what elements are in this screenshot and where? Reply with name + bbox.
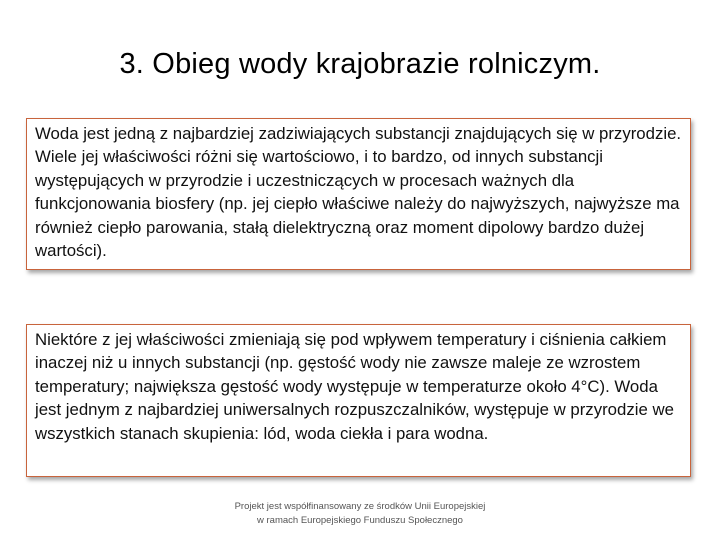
paragraph-text: Niektóre z jej właściwości zmieniają się pod wpływem temperatury i ciśnienia całkiem inaczej niż u innych substancji (np. gęstość wody nie zawsze maleje ze wzrostem temperatury; największa gęstość wody występuje w temperaturze około 4°C). Woda jest jednym z najbardziej uniwersalnych rozpuszczalników, występuje w przyrodzie we wszystkich stanach skupienia: lód, woda ciekła i para wodna.	[35, 330, 674, 443]
funding-footer	[0, 500, 720, 528]
paragraph-text: Woda jest jedną z najbardziej zadziwiających substancji znajdujących się w przyrodzie. Wiele jej właściwości różni się wartościowo, i to bardzo, od innych substancji występujących w przyrodzie i uczestniczących w procesach ważnych dla funkcjonowania biosfery (np. jej ciepło właściwe należy do najwyższych, najwyższe ma również ciepło parowania, stałą dielektryczną oraz moment dipolowy bardzo dużej wartości).	[35, 124, 682, 261]
paragraph-box-temperature	[26, 324, 691, 477]
paragraph-box-properties	[26, 118, 691, 270]
footer-line-2: w ramach Europejskiego Funduszu Społecznego	[257, 515, 463, 526]
footer-line-1: Projekt jest współfinansowany ze środków Unii Europejskiej	[234, 501, 486, 512]
slide-title: 3. Obieg wody krajobrazie rolniczym.	[119, 48, 601, 80]
